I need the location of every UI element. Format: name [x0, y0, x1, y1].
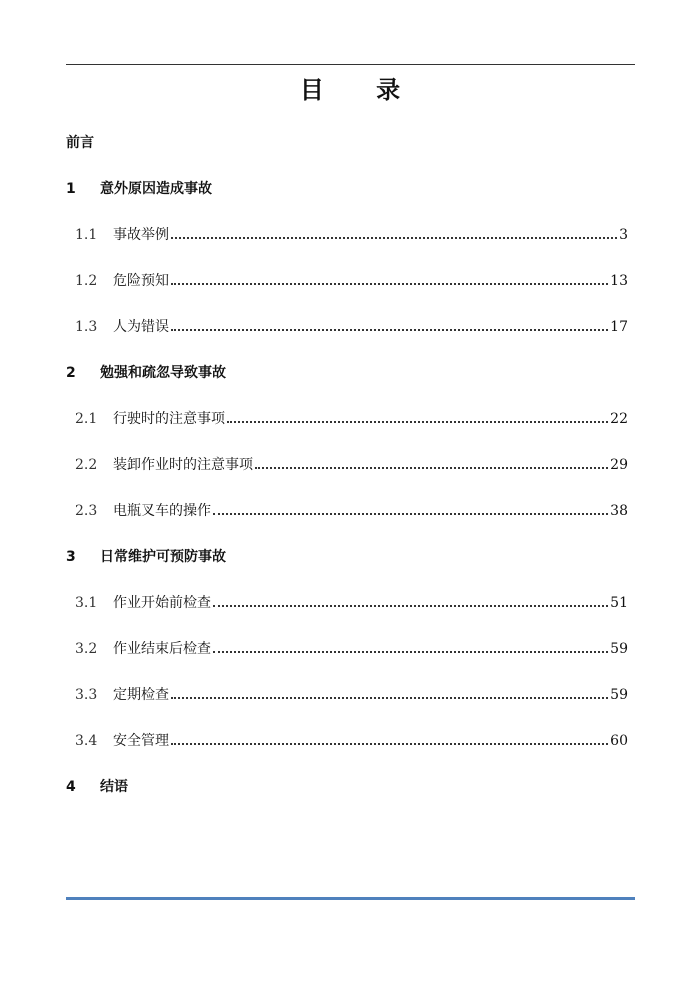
section-label: 电瓶叉车的操作 [113, 503, 211, 519]
dot-leader [213, 513, 608, 515]
section-number: 1.3 [75, 319, 98, 335]
section-page: 22 [610, 411, 628, 427]
section-label: 作业开始前检查 [113, 595, 211, 611]
dot-leader [171, 329, 608, 331]
dot-leader [171, 283, 608, 285]
section-label: 装卸作业时的注意事项 [113, 457, 253, 473]
footer-rule [66, 897, 635, 900]
section-number: 1.1 [75, 227, 98, 243]
toc-chapter-4[interactable] [66, 776, 628, 796]
section-number: 1.2 [75, 273, 98, 289]
toc-section-3-4[interactable] [75, 730, 628, 750]
toc-chapter-3[interactable] [66, 546, 628, 566]
section-page: 3 [619, 227, 628, 243]
chapter-number: 4 [66, 779, 76, 795]
toc-preface-label: 前言 [66, 135, 94, 151]
toc-chapter-2[interactable] [66, 362, 628, 382]
dot-leader [227, 421, 608, 423]
section-label: 安全管理 [113, 733, 169, 749]
chapter-number: 1 [66, 181, 76, 197]
dot-leader [213, 651, 608, 653]
section-label: 人为错误 [113, 319, 169, 335]
section-page: 59 [610, 687, 628, 703]
dot-leader [171, 237, 617, 239]
section-number: 2.3 [75, 503, 98, 519]
chapter-label: 意外原因造成事故 [100, 181, 212, 197]
section-number: 3.1 [75, 595, 98, 611]
section-number: 3.4 [75, 733, 98, 749]
toc-section-1-3[interactable] [75, 316, 628, 336]
section-number: 3.2 [75, 641, 98, 657]
section-label: 事故举例 [113, 227, 169, 243]
section-number: 2.1 [75, 411, 98, 427]
toc-section-3-3[interactable] [75, 684, 628, 704]
toc-section-1-1[interactable] [75, 224, 628, 244]
toc-preface[interactable] [66, 132, 628, 152]
section-page: 17 [610, 319, 628, 335]
section-label: 行驶时的注意事项 [113, 411, 225, 427]
dot-leader [255, 467, 608, 469]
chapter-label: 勉强和疏忽导致事故 [100, 365, 226, 381]
section-page: 60 [610, 733, 628, 749]
chapter-label: 结语 [100, 779, 128, 795]
section-label: 作业结束后检查 [113, 641, 211, 657]
toc-section-2-3[interactable] [75, 500, 628, 520]
section-number: 2.2 [75, 457, 98, 473]
toc-section-3-1[interactable] [75, 592, 628, 612]
section-page: 51 [610, 595, 628, 611]
toc-section-3-2[interactable] [75, 638, 628, 658]
toc-section-1-2[interactable] [75, 270, 628, 290]
section-page: 59 [610, 641, 628, 657]
dot-leader [213, 605, 608, 607]
section-label: 危险预知 [113, 273, 169, 289]
toc-chapter-1[interactable] [66, 178, 628, 198]
header-rule [66, 64, 635, 65]
chapter-label: 日常维护可预防事故 [100, 549, 226, 565]
dot-leader [171, 743, 608, 745]
section-page: 29 [610, 457, 628, 473]
section-number: 3.3 [75, 687, 98, 703]
chapter-number: 2 [66, 365, 76, 381]
section-page: 38 [610, 503, 628, 519]
toc-section-2-2[interactable] [75, 454, 628, 474]
toc-section-2-1[interactable] [75, 408, 628, 428]
chapter-number: 3 [66, 549, 76, 565]
section-label: 定期检查 [113, 687, 169, 703]
page-title: 目 录 [299, 76, 423, 104]
section-page: 13 [610, 273, 628, 289]
dot-leader [171, 697, 608, 699]
